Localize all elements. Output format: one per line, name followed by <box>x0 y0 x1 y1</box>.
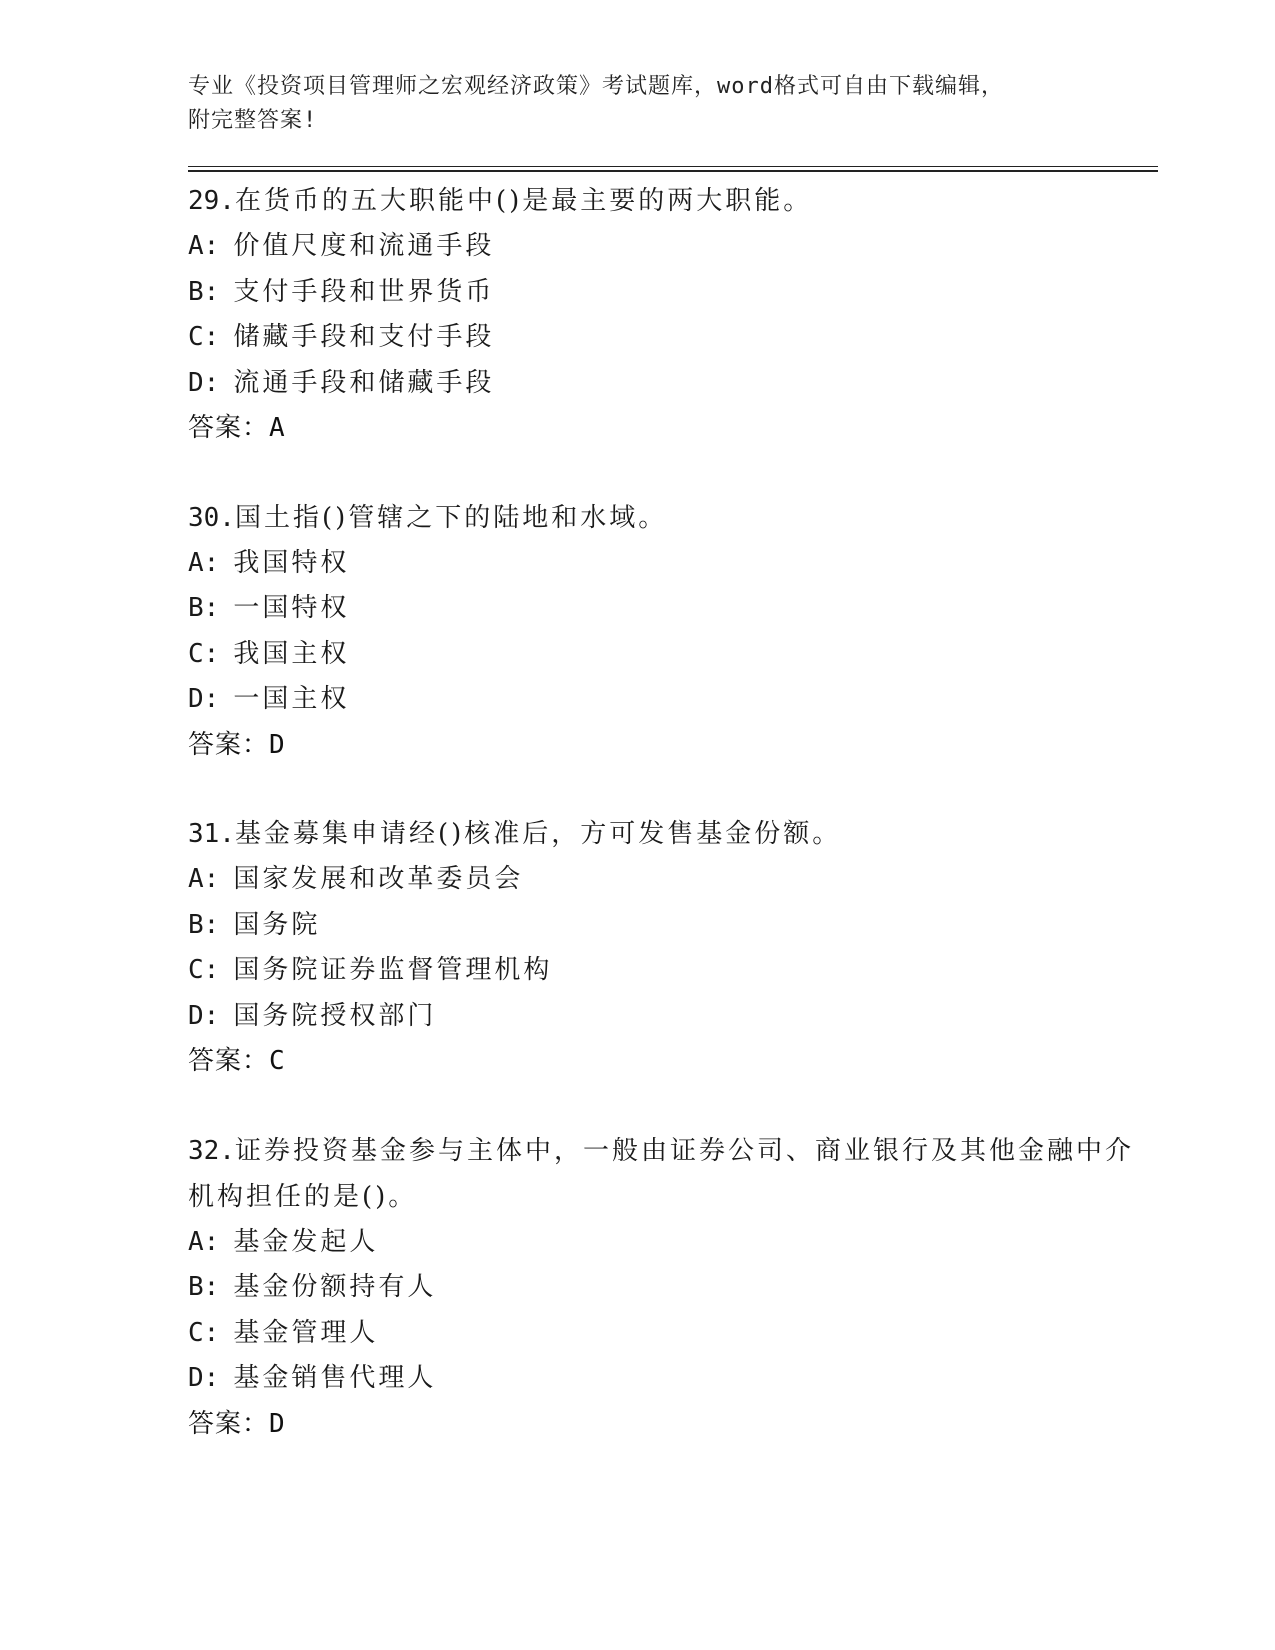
question-text: 国土指()管辖之下的陆地和水域。 <box>234 502 668 533</box>
question-number: 30. <box>188 502 235 533</box>
option-d <box>188 1356 1158 1402</box>
option-key: D: <box>188 367 220 398</box>
option-d <box>188 677 1158 723</box>
option-key: D: <box>188 1363 220 1393</box>
option-key: C: <box>188 638 220 669</box>
question-29 <box>188 178 1158 452</box>
option-text: 一国主权 <box>233 684 350 714</box>
option-key: A: <box>188 1226 220 1257</box>
answer-value: D <box>269 1408 286 1439</box>
option-text: 基金发起人 <box>233 1226 379 1257</box>
option-text: 基金销售代理人 <box>233 1363 437 1393</box>
question-31 <box>188 811 1158 1085</box>
question-title <box>188 495 1158 541</box>
option-text: 流通手段和储藏手段 <box>233 367 495 398</box>
option-key: C: <box>188 1317 220 1348</box>
answer <box>188 1402 1158 1448</box>
option-key: A: <box>188 547 220 578</box>
option-a <box>188 857 1158 903</box>
option-key: B: <box>188 909 220 940</box>
question-title <box>188 1128 1158 1220</box>
question-number: 32. <box>188 1135 235 1166</box>
question-32 <box>188 1128 1158 1448</box>
option-b <box>188 586 1158 632</box>
option-text: 支付手段和世界货币 <box>233 276 495 307</box>
option-key: D: <box>188 684 220 714</box>
option-text: 基金份额持有人 <box>233 1272 437 1302</box>
header-line-1: 专业《投资项目管理师之宏观经济政策》考试题库，word格式可自由下载编辑， <box>188 74 1004 99</box>
option-b <box>188 270 1158 316</box>
question-text: 基金募集申请经()核准后，方可发售基金份额。 <box>234 819 842 849</box>
option-d <box>188 361 1158 407</box>
question-text: 在货币的五大职能中()是最主要的两大职能。 <box>234 186 813 216</box>
option-key: D: <box>188 1000 220 1031</box>
option-a <box>188 224 1158 270</box>
question-title <box>188 811 1158 857</box>
option-a <box>188 541 1158 587</box>
answer-label: 答案： <box>188 729 270 760</box>
answer-label: 答案： <box>188 413 270 443</box>
option-key: C: <box>188 955 220 985</box>
answer <box>188 723 1158 769</box>
option-a <box>188 1220 1158 1266</box>
option-key: C: <box>188 322 220 352</box>
question-number: 31. <box>188 819 235 849</box>
answer <box>188 406 1158 452</box>
question-list <box>188 178 1158 1447</box>
option-text: 价值尺度和流通手段 <box>233 231 495 261</box>
document-page <box>188 70 1158 1490</box>
answer-value: D <box>269 729 286 760</box>
question-text: 证券投资基金参与主体中，一般由证券公司、商业银行及其他金融中介机构担任的是()。 <box>188 1135 1134 1212</box>
document-header <box>188 70 1158 138</box>
option-b <box>188 1265 1158 1311</box>
option-key: A: <box>188 231 220 261</box>
option-key: B: <box>188 276 220 307</box>
option-text: 国务院证券监督管理机构 <box>233 955 553 985</box>
option-key: A: <box>188 864 220 894</box>
option-text: 国务院授权部门 <box>233 1000 437 1031</box>
option-text: 我国特权 <box>233 547 350 578</box>
answer-value: C <box>269 1046 286 1076</box>
option-text: 国务院 <box>233 909 321 940</box>
option-key: B: <box>188 1272 220 1302</box>
question-title <box>188 178 1158 224</box>
option-c <box>188 948 1158 994</box>
answer-value: A <box>269 413 286 443</box>
option-text: 储藏手段和支付手段 <box>233 322 495 352</box>
answer <box>188 1039 1158 1085</box>
question-30 <box>188 495 1158 769</box>
header-divider <box>188 166 1158 172</box>
option-d <box>188 994 1158 1040</box>
question-number: 29. <box>188 186 235 216</box>
option-text: 我国主权 <box>233 638 350 669</box>
header-line-2: 附完整答案! <box>188 108 318 133</box>
option-b <box>188 903 1158 949</box>
answer-label: 答案： <box>188 1046 270 1076</box>
option-text: 国家发展和改革委员会 <box>233 864 524 894</box>
answer-label: 答案： <box>188 1408 270 1439</box>
option-c <box>188 632 1158 678</box>
option-c <box>188 1311 1158 1357</box>
option-text: 一国特权 <box>233 593 350 623</box>
option-text: 基金管理人 <box>233 1317 379 1348</box>
option-c <box>188 315 1158 361</box>
option-key: B: <box>188 593 220 623</box>
